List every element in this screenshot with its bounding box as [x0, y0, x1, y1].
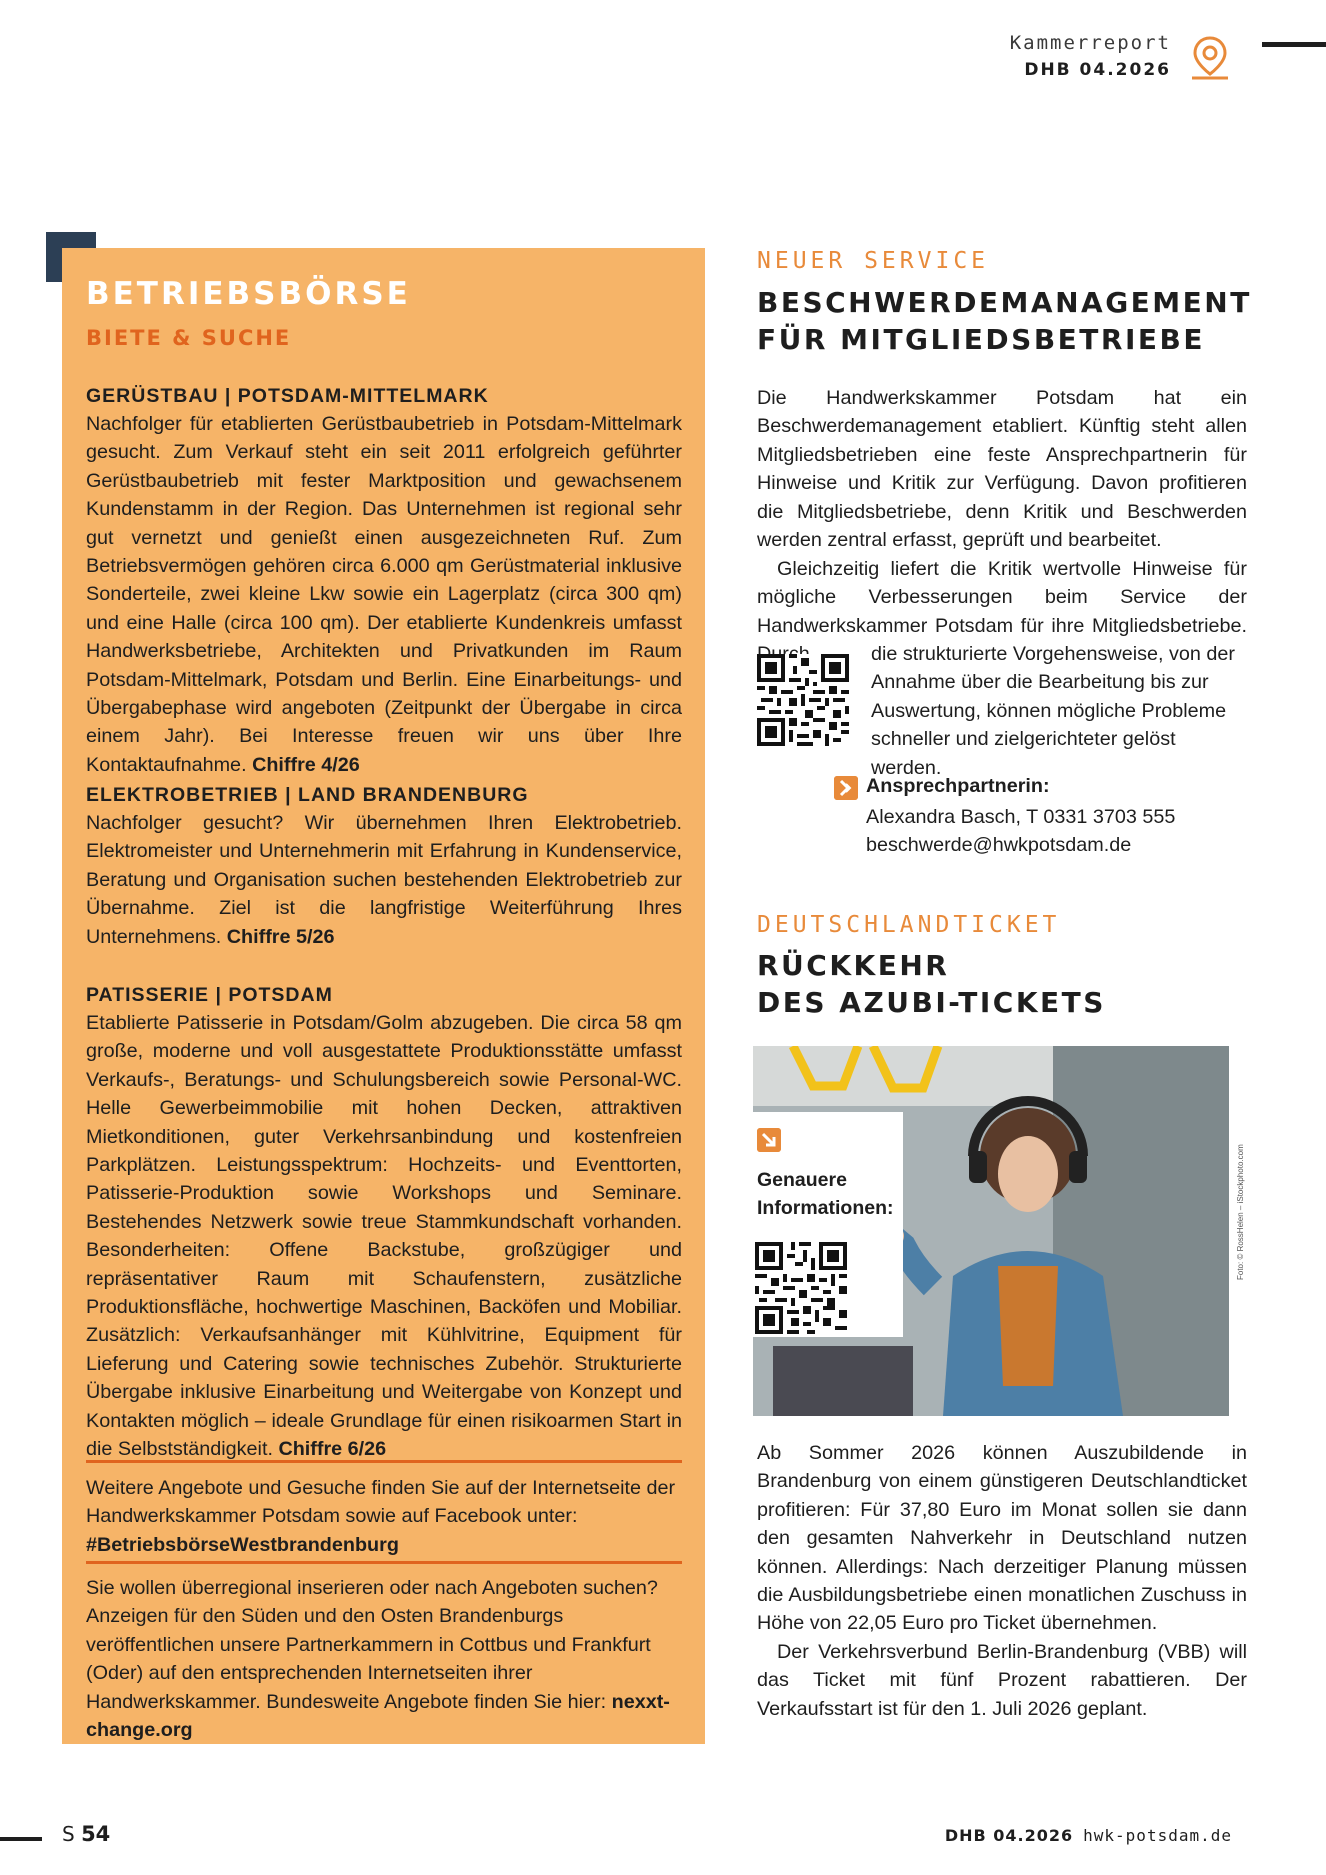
qr-code-service[interactable]: [757, 654, 849, 746]
footer-url[interactable]: hwk-potsdam.de: [1083, 1826, 1232, 1845]
ticket-para-2: Der Verkehrsverbund Berlin-Brandenburg (VBB) will das Ticket mit fünf Prozent rabattieren. Der Verkaufsstart ist für den 1. Juli 2026 geplant.: [757, 1641, 1247, 1720]
nexxt-change-link[interactable]: nexxt-change.org: [86, 1690, 670, 1742]
service-para-1: Die Handwerkskammer Potsdam hat ein Beschwerdemanagement etabliert. Künftig steht allen Mitgliedsbetrieben eine feste Ansprechpartnerin für Hinweise und Kritik zur Verfügung. Davon profitieren die Mitgliedsbetriebe, denn Kritik und Beschwerden werden zentral erfasst, geprüft und bearbeitet.: [757, 387, 1247, 552]
ad-body: Nachfolger für etablierten Gerüstbaubetrieb in Potsdam-Mittelmark gesucht. Zum Verkauf steht ein seit 2011 erfolgreich geführter Gerüstbaubetrieb mit fester Marktposition und gewachsenem Kundenstamm in der Region. Das Unternehmen ist regional sehr gut vernetzt und genießt einen ausgezeichneten Ruf. Zum Betriebsvermögen gehören circa 6.000 qm Gerüstmaterial inklusive Sonderteile, zwei kleine Lkw sowie ein Lagerplatz (circa 300 qm) und eine Halle (circa 100 qm). Der etablierte Kundenkreis umfasst Handwerksbetriebe, Architekten und Privatkunden im Raum Potsdam-Mittelmark, Potsdam und Berlin. Eine Einarbeitungs- und Übergabephase wird angeboten (Zeitpunkt der Übergabe in circa einem Jahr). Bei Interesse freuen wir uns über Ihre Kontaktaufnahme. Chiffre 4/26: [86, 413, 682, 776]
ad-body: Etablierte Patisserie in Potsdam/Golm abzugeben. Die circa 58 qm große, moderne und voll ausgestattete Produktionsstätte umfasst Verkaufs-, Beratungs- und Schulungsbereich sowie Personal-WC. Helle Gewerbeimmobilie mit hohen Decken, attraktiven Mietkonditionen, guter Verkehrsanbindung und kostenfreien Parkplätzen. Leistungsspektrum: Hochzeits- und Eventtorten, Patisserie-Produktion sowie Workshops und Seminare. Bestehendes Netzwerk sowie treue Stammkundschaft vorhanden. Besonderheiten: Offene Backstube, großzügiger und repräsentativer Raum mit Schaufenstern, zusätzliche Produktionsfläche, hochwertige Maschinen, Backöfen und Mobiliar. Zusätzlich: Verkaufsanhänger mit Kühlvitrine, Equipment für Lieferung und Catering sowie technisches Zubehör. Strukturierte Übergabe inklusive Einarbeitung und Weitergabe von Konzept und Kontakten möglich – ideale Grundlage für einen risikoarmen Start in die Selbstständigkeit. Chiffre 6/26: [86, 1012, 682, 1461]
arrow-down-right-icon: [757, 1128, 781, 1152]
ad-elektrobetrieb: [86, 781, 682, 951]
contact-name: Alexandra Basch, T 0331 3703 555: [866, 806, 1176, 828]
hashtag: #BetriebsbörseWestbrandenburg: [86, 1533, 399, 1556]
ad-heading: PATISSERIE | POTSDAM: [86, 984, 333, 1006]
ticket-para-1: Ab Sommer 2026 können Auszubildende in Brandenburg von einem günstigeren Deutschlandticket profitieren: Für 37,80 Euro im Monat sollen sie dann den gesamten Nahverkehr in Deutschland nutzen können. Allerdings: Nach derzeitiger Planung müssen die Ausbildungsbetriebe einen monatlichen Zuschuss in Höhe von 22,05 Euro pro Ticket übernehmen.: [757, 1442, 1247, 1635]
service-para-3: die strukturierte Vorgehensweise, von der Annahme über die Bearbeitung bis zur Auswertung, können mögliche Probleme schneller und zielgerichteter gelöst werden.: [871, 643, 1235, 779]
box-title: BETRIEBSBÖRSE: [86, 276, 411, 312]
ad-patisserie: [86, 981, 682, 1464]
ad-chiffre: Chiffre 4/26: [252, 753, 360, 776]
arrow-right-icon: [834, 776, 858, 800]
ad-geruestbau: [86, 382, 682, 779]
ticket-kicker: DEUTSCHLANDTICKET: [757, 912, 1061, 938]
qr-code-ticket[interactable]: [755, 1242, 847, 1334]
ad-chiffre: Chiffre 6/26: [278, 1438, 387, 1461]
ad-heading: ELEKTROBETRIEB | LAND BRANDENBURG: [86, 784, 529, 806]
page-number: S 54: [62, 1822, 111, 1846]
service-headline: BESCHWERDEMANAGEMENT FÜR MITGLIEDSBETRIEBE: [757, 286, 1252, 356]
ticket-headline: RÜCKKEHR DES AZUBI-TICKETS: [757, 949, 1106, 1019]
ad-chiffre: Chiffre 5/26: [226, 925, 335, 948]
footer-issue: DHB 04.2026: [944, 1826, 1074, 1845]
contact-label: Ansprechpartnerin:: [866, 775, 1050, 797]
info-panel: [753, 1112, 903, 1337]
footer-rule: [0, 1837, 42, 1841]
box-subtitle: BIETE & SUCHE: [86, 326, 292, 350]
service-kicker: NEUER SERVICE: [757, 248, 990, 274]
ad-heading: GERÜSTBAU | POTSDAM-MITTELMARK: [86, 385, 489, 407]
box-divider: [86, 1561, 682, 1564]
service-para-2: Gleichzeitig liefert die Kritik wertvolle Hinweise für mögliche Verbesserungen beim Service der Handwerkskammer Potsdam für ihre Mitgliedsbetriebe.: [757, 558, 1247, 637]
more-offers-note: Weitere Angebote und Gesuche finden Sie auf der Internetseite der Handwerkskammer Potsdam sowie auf Facebook unter: #BetriebsbörseWestbrandenburg: [86, 1477, 676, 1556]
contact-email[interactable]: beschwerde@hwkpotsdam.de: [866, 834, 1132, 856]
header-section: Kammerreport: [1009, 32, 1171, 54]
box-divider: [86, 1460, 682, 1463]
photo-credit: Foto: © RossHelen – iStockphoto.com: [1236, 1144, 1245, 1280]
national-offers-note: Sie wollen überregional inserieren oder nach Angeboten suchen? Anzeigen für den Süden und den Osten Brandenburgs veröffentlichen unsere Partnerkammern in Cottbus und Frankfurt (Oder) auf den entsprechenden Internetseiten ihrer Handwerkskammer. Bundesweite Angebote finden Sie hier: nexxt-change.org: [86, 1577, 670, 1742]
location-pin-icon: [1188, 34, 1232, 82]
header-issue: DHB 04.2026: [1024, 60, 1171, 80]
betriebsboerse-box: [62, 248, 705, 1744]
footer-right: [945, 1826, 1232, 1846]
header-rule: [1262, 42, 1326, 47]
ad-body: Nachfolger gesucht? Wir übernehmen Ihren Elektrobetrieb. Elektromeister und Unternehmerin mit Erfahrung in Kundenservice, Beratung und Organisation suchen bestehenden Elektrobetrieb zur Übernahme. Ziel ist die langfristige Weiterführung Ihres Unternehmens. Chiffre 5/26: [86, 812, 682, 948]
info-label: Genauere Informationen:: [757, 1169, 894, 1219]
